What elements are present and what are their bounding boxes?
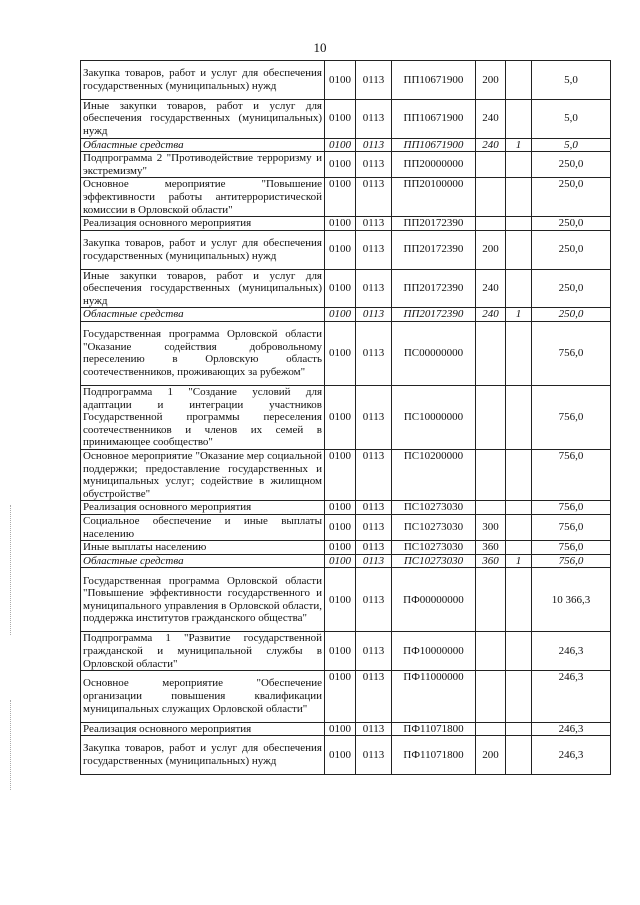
- row-target-article: ПП10671900: [392, 61, 476, 100]
- row-subsection: 0113: [356, 554, 392, 568]
- row-section: 0100: [325, 269, 356, 308]
- row-subsection: 0113: [356, 501, 392, 515]
- row-funding-source: [506, 152, 532, 178]
- row-subsection: 0113: [356, 722, 392, 736]
- table-row: [81, 230, 611, 269]
- row-subsection: 0113: [356, 269, 392, 308]
- row-name: Государственная программа Орловской области "Повышение эффективности государственного и муниципального управления в Орловской области, поддержка институтов гражданского общества": [81, 568, 325, 632]
- table-row: [81, 269, 611, 308]
- row-expense-type: [476, 385, 506, 449]
- row-subsection: 0113: [356, 178, 392, 217]
- page-number: 10: [313, 40, 327, 55]
- row-amount: 250,0: [532, 308, 611, 322]
- row-funding-source: [506, 501, 532, 515]
- row-amount: 756,0: [532, 385, 611, 449]
- table-row: [81, 61, 611, 100]
- row-subsection: 0113: [356, 61, 392, 100]
- row-subsection: 0113: [356, 671, 392, 722]
- row-amount: 246,3: [532, 736, 611, 775]
- row-target-article: ПФ11071800: [392, 736, 476, 775]
- table-row: [81, 554, 611, 568]
- row-amount: 10 366,3: [532, 568, 611, 632]
- row-name: Реализация основного мероприятия: [81, 501, 325, 515]
- row-subsection: 0113: [356, 541, 392, 555]
- row-expense-type: [476, 568, 506, 632]
- table-row: [81, 736, 611, 775]
- row-name: Социальное обеспечение и иные выплаты населению: [81, 514, 325, 540]
- margin-mark: [10, 505, 13, 635]
- row-expense-type: 360: [476, 554, 506, 568]
- row-amount: 5,0: [532, 99, 611, 138]
- row-expense-type: [476, 152, 506, 178]
- row-subsection: 0113: [356, 230, 392, 269]
- row-name: Подпрограмма 2 "Противодействие терроризму и экстремизму": [81, 152, 325, 178]
- table-row: [81, 514, 611, 540]
- row-amount: 250,0: [532, 269, 611, 308]
- row-section: 0100: [325, 501, 356, 515]
- row-section: 0100: [325, 385, 356, 449]
- row-target-article: ПС10273030: [392, 514, 476, 540]
- row-name: Иные закупки товаров, работ и услуг для обеспечения государственных (муниципальных) нужд: [81, 269, 325, 308]
- row-subsection: 0113: [356, 152, 392, 178]
- row-amount: 756,0: [532, 449, 611, 500]
- row-funding-source: [506, 568, 532, 632]
- row-funding-source: 1: [506, 138, 532, 152]
- row-funding-source: 1: [506, 554, 532, 568]
- row-expense-type: [476, 321, 506, 385]
- row-expense-type: 240: [476, 138, 506, 152]
- table-row: [81, 385, 611, 449]
- row-expense-type: [476, 449, 506, 500]
- row-name: Основное мероприятие "Повышение эффективности работы антитеррористической комиссии в Орловской области": [81, 178, 325, 217]
- row-amount: 756,0: [532, 514, 611, 540]
- margin-mark: [10, 700, 13, 790]
- row-target-article: ПП20000000: [392, 152, 476, 178]
- row-name: Закупка товаров, работ и услуг для обеспечения государственных (муниципальных) нужд: [81, 230, 325, 269]
- row-section: 0100: [325, 449, 356, 500]
- row-expense-type: 200: [476, 230, 506, 269]
- row-amount: 250,0: [532, 178, 611, 217]
- row-name: Основное мероприятие "Оказание мер социальной поддержки; предоставление государственных и муниципальных услуг; содействие в жилищном обустройстве": [81, 449, 325, 500]
- row-amount: 250,0: [532, 230, 611, 269]
- row-target-article: ПФ11071800: [392, 722, 476, 736]
- row-section: 0100: [325, 138, 356, 152]
- table-row: [81, 138, 611, 152]
- row-expense-type: 200: [476, 736, 506, 775]
- row-funding-source: [506, 671, 532, 722]
- row-name: Основное мероприятие "Обеспечение организации повышения квалификации муниципальных служащих Орловской области": [81, 671, 325, 722]
- row-name: Реализация основного мероприятия: [81, 217, 325, 231]
- row-amount: 246,3: [532, 632, 611, 671]
- row-funding-source: [506, 321, 532, 385]
- table-row: [81, 671, 611, 722]
- row-section: 0100: [325, 178, 356, 217]
- row-funding-source: [506, 178, 532, 217]
- row-subsection: 0113: [356, 217, 392, 231]
- row-name: Иные закупки товаров, работ и услуг для обеспечения государственных (муниципальных) нужд: [81, 99, 325, 138]
- row-expense-type: 300: [476, 514, 506, 540]
- row-funding-source: [506, 269, 532, 308]
- row-amount: 756,0: [532, 541, 611, 555]
- row-target-article: ПС10200000: [392, 449, 476, 500]
- row-funding-source: [506, 514, 532, 540]
- row-amount: 250,0: [532, 152, 611, 178]
- row-subsection: 0113: [356, 138, 392, 152]
- row-amount: 250,0: [532, 217, 611, 231]
- row-amount: 756,0: [532, 321, 611, 385]
- row-expense-type: [476, 217, 506, 231]
- row-expense-type: 240: [476, 269, 506, 308]
- row-funding-source: [506, 230, 532, 269]
- row-amount: 756,0: [532, 554, 611, 568]
- table-row: [81, 152, 611, 178]
- table-row: [81, 178, 611, 217]
- row-name: Областные средства: [81, 308, 325, 322]
- row-subsection: 0113: [356, 632, 392, 671]
- row-section: 0100: [325, 61, 356, 100]
- row-section: 0100: [325, 152, 356, 178]
- row-funding-source: [506, 217, 532, 231]
- row-target-article: ПФ11000000: [392, 671, 476, 722]
- row-section: 0100: [325, 671, 356, 722]
- row-name: Областные средства: [81, 554, 325, 568]
- row-target-article: ПС10273030: [392, 541, 476, 555]
- table-row: [81, 321, 611, 385]
- row-section: 0100: [325, 554, 356, 568]
- row-target-article: ПС10273030: [392, 554, 476, 568]
- budget-table: [80, 60, 611, 775]
- row-funding-source: [506, 449, 532, 500]
- row-name: Иные выплаты населению: [81, 541, 325, 555]
- row-section: 0100: [325, 217, 356, 231]
- table-row: [81, 308, 611, 322]
- table-row: [81, 99, 611, 138]
- row-section: 0100: [325, 308, 356, 322]
- row-expense-type: 240: [476, 99, 506, 138]
- row-section: 0100: [325, 736, 356, 775]
- row-subsection: 0113: [356, 514, 392, 540]
- row-expense-type: 240: [476, 308, 506, 322]
- row-target-article: ПП20172390: [392, 230, 476, 269]
- row-expense-type: [476, 722, 506, 736]
- table-row: [81, 632, 611, 671]
- row-section: 0100: [325, 722, 356, 736]
- budget-table-body: [81, 61, 611, 775]
- row-funding-source: [506, 722, 532, 736]
- row-expense-type: [476, 178, 506, 217]
- row-subsection: 0113: [356, 568, 392, 632]
- table-row: [81, 568, 611, 632]
- row-funding-source: 1: [506, 308, 532, 322]
- row-funding-source: [506, 632, 532, 671]
- row-target-article: ПС10000000: [392, 385, 476, 449]
- table-row: [81, 541, 611, 555]
- row-target-article: ПП20172390: [392, 308, 476, 322]
- row-subsection: 0113: [356, 321, 392, 385]
- table-row: [81, 449, 611, 500]
- row-section: 0100: [325, 632, 356, 671]
- row-target-article: ПС10273030: [392, 501, 476, 515]
- row-section: 0100: [325, 541, 356, 555]
- row-name: Реализация основного мероприятия: [81, 722, 325, 736]
- row-section: 0100: [325, 514, 356, 540]
- row-funding-source: [506, 99, 532, 138]
- table-row: [81, 722, 611, 736]
- row-amount: 246,3: [532, 722, 611, 736]
- row-target-article: ПП20172390: [392, 269, 476, 308]
- row-expense-type: [476, 671, 506, 722]
- row-expense-type: [476, 632, 506, 671]
- row-target-article: ПФ10000000: [392, 632, 476, 671]
- row-name: Подпрограмма 1 "Создание условий для адаптации и интеграции участников Государственной программы переселения соотечественников и членов их семей в принимающее сообщество": [81, 385, 325, 449]
- row-expense-type: 360: [476, 541, 506, 555]
- row-section: 0100: [325, 321, 356, 385]
- row-funding-source: [506, 61, 532, 100]
- row-subsection: 0113: [356, 308, 392, 322]
- row-name: Государственная программа Орловской области "Оказание содействия добровольному переселению в Орловскую область соотечественников, проживающих за рубежом": [81, 321, 325, 385]
- row-name: Подпрограмма 1 "Развитие государственной гражданской и муниципальной службы в Орловской области": [81, 632, 325, 671]
- row-target-article: ПС00000000: [392, 321, 476, 385]
- row-target-article: ПП10671900: [392, 138, 476, 152]
- row-target-article: ПП20100000: [392, 178, 476, 217]
- row-target-article: ПП20172390: [392, 217, 476, 231]
- row-subsection: 0113: [356, 385, 392, 449]
- row-name: Областные средства: [81, 138, 325, 152]
- row-amount: 246,3: [532, 671, 611, 722]
- row-subsection: 0113: [356, 99, 392, 138]
- row-section: 0100: [325, 99, 356, 138]
- row-section: 0100: [325, 568, 356, 632]
- row-funding-source: [506, 736, 532, 775]
- table-row: [81, 501, 611, 515]
- row-funding-source: [506, 385, 532, 449]
- row-expense-type: 200: [476, 61, 506, 100]
- table-row: [81, 217, 611, 231]
- row-name: Закупка товаров, работ и услуг для обеспечения государственных (муниципальных) нужд: [81, 736, 325, 775]
- row-expense-type: [476, 501, 506, 515]
- row-funding-source: [506, 541, 532, 555]
- row-amount: 5,0: [532, 138, 611, 152]
- row-amount: 5,0: [532, 61, 611, 100]
- row-target-article: ПФ00000000: [392, 568, 476, 632]
- row-subsection: 0113: [356, 449, 392, 500]
- row-name: Закупка товаров, работ и услуг для обеспечения государственных (муниципальных) нужд: [81, 61, 325, 100]
- row-subsection: 0113: [356, 736, 392, 775]
- row-amount: 756,0: [532, 501, 611, 515]
- row-target-article: ПП10671900: [392, 99, 476, 138]
- row-section: 0100: [325, 230, 356, 269]
